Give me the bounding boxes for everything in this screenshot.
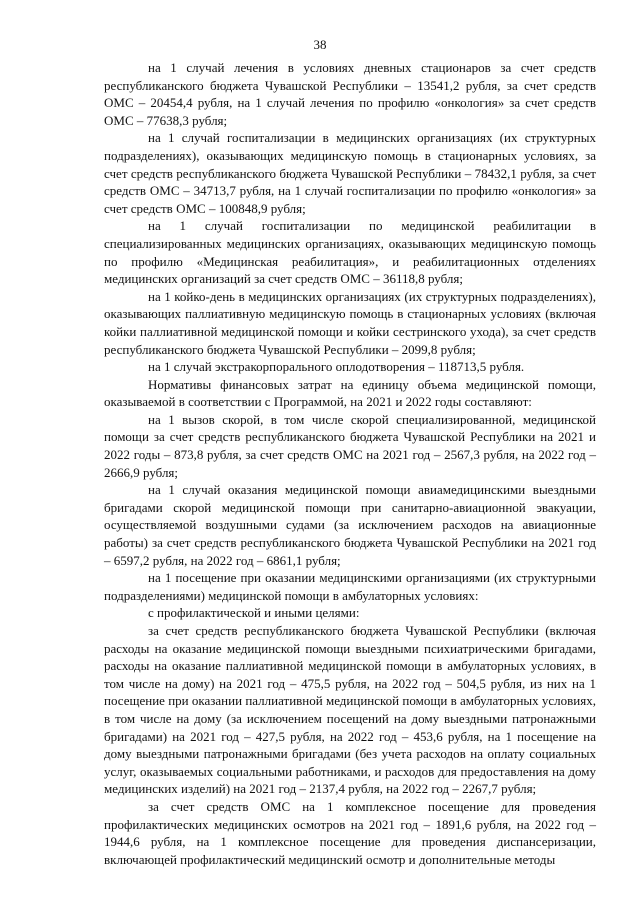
paragraph: за счет средств ОМС на 1 комплексное посещение для проведения профилактических медицинских осмотров на 2021 год – 1891,6 рубля, на 2022 год – 1944,6 рубля, на 1 комплексное посещение для проведения диспансеризации, включающей профилактический медицинский осмотр и дополнительные методы (104, 798, 596, 867)
paragraph: на 1 случай госпитализации по медицинской реабилитации в специализированных медицинских организациях, оказывающих медицинскую помощь по профилю «Медицинская реабилитация», и реабилитационных отделениях медицинских организаций за счет средств ОМС – 36118,8 рубля; (104, 218, 596, 287)
paragraph: на 1 вызов скорой, в том числе скорой специализированной, медицинской помощи за счет средств республиканского бюджета Чувашской Республики на 2021 и 2022 годы – 873,8 рубля, за счет средств ОМС на 2021 год – 2567,3 рубля, на 2022 год – 2666,9 рубля; (104, 411, 596, 480)
paragraph: на 1 случай госпитализации в медицинских организациях (их структурных подразделениях), оказывающих медицинскую помощь в стационарных условиях, за счет средств республиканского бюджета Чувашской Республики – 78432,1 рубля, за счет средств ОМС – 34713,7 рубля, на 1 случай госпитализации по профилю «онкология» за счет средств ОМС – 100848,9 рубля; (104, 130, 596, 216)
paragraph: Нормативы финансовых затрат на единицу объема медицинской помощи, оказываемой в соответствии с Программой, на 2021 и 2022 годы составляют: (104, 376, 596, 410)
document-body (104, 59, 596, 868)
page-number: 38 (313, 37, 327, 52)
paragraph: на 1 случай оказания медицинской помощи авиамедицинскими выездными бригадами скорой медицинской помощи при санитарно-авиационной эвакуации, осуществляемой воздушными судами (за исключением расходов на авиационные работы) за счет средств республиканского бюджета Чувашской Республики на 2021 год – 6597,2 рубля, на 2022 год – 6861,1 рубля; (104, 482, 596, 568)
paragraph: на 1 койко-день в медицинских организациях (их структурных подразделениях), оказывающих паллиативную медицинскую помощь в стационарных условиях (включая койки паллиативной медицинской помощи и койки сестринского ухода), за счет средств республиканского бюджета Чувашской Республики – 2099,8 рубля; (104, 288, 596, 357)
paragraph: на 1 посещение при оказании медицинскими организациями (их структурными подразделениями) медицинской помощи в амбулаторных условиях: (104, 570, 596, 603)
paragraph: на 1 случай экстракорпорального оплодотворения – 118713,5 рубля. (148, 359, 525, 375)
paragraph: за счет средств республиканского бюджета Чувашской Республики (включая расходы на оказание медицинской помощи выездными психиатрическими бригадами, расходы на оказание паллиативной медицинской помощи в амбулаторных условиях, в том числе на дому) на 2021 год – 475,5 рубля, на 2022 год – 504,5 рубля, из них на 1 посещение при оказании паллиативной медицинской помощи в амбулаторных условиях, в том числе на дому (за исключением посещений на дому выездными патронажными бригадами) на 2021 год – 427,5 рубля, на 2022 год – 453,6 рубля, на 1 посещение на дому выездными патронажными бригадами (без учета расходов на оплату социальных услуг, оказываемых социальными работниками, и расходов для предоставления на дому медицинских изделий) на 2021 год – 2137,4 рубля, на 2022 год – 2267,7 рубля; (104, 623, 596, 797)
paragraph: с профилактической и иными целями: (148, 605, 360, 621)
paragraph: на 1 случай лечения в условиях дневных стационаров за счет средств республиканского бюджета Чувашской Республики – 13541,2 рубля, за счет средств ОМС – 20454,4 рубля, на 1 случай лечения по профилю «онкология» за счет средств ОМС – 77638,3 рубля; (104, 60, 596, 128)
